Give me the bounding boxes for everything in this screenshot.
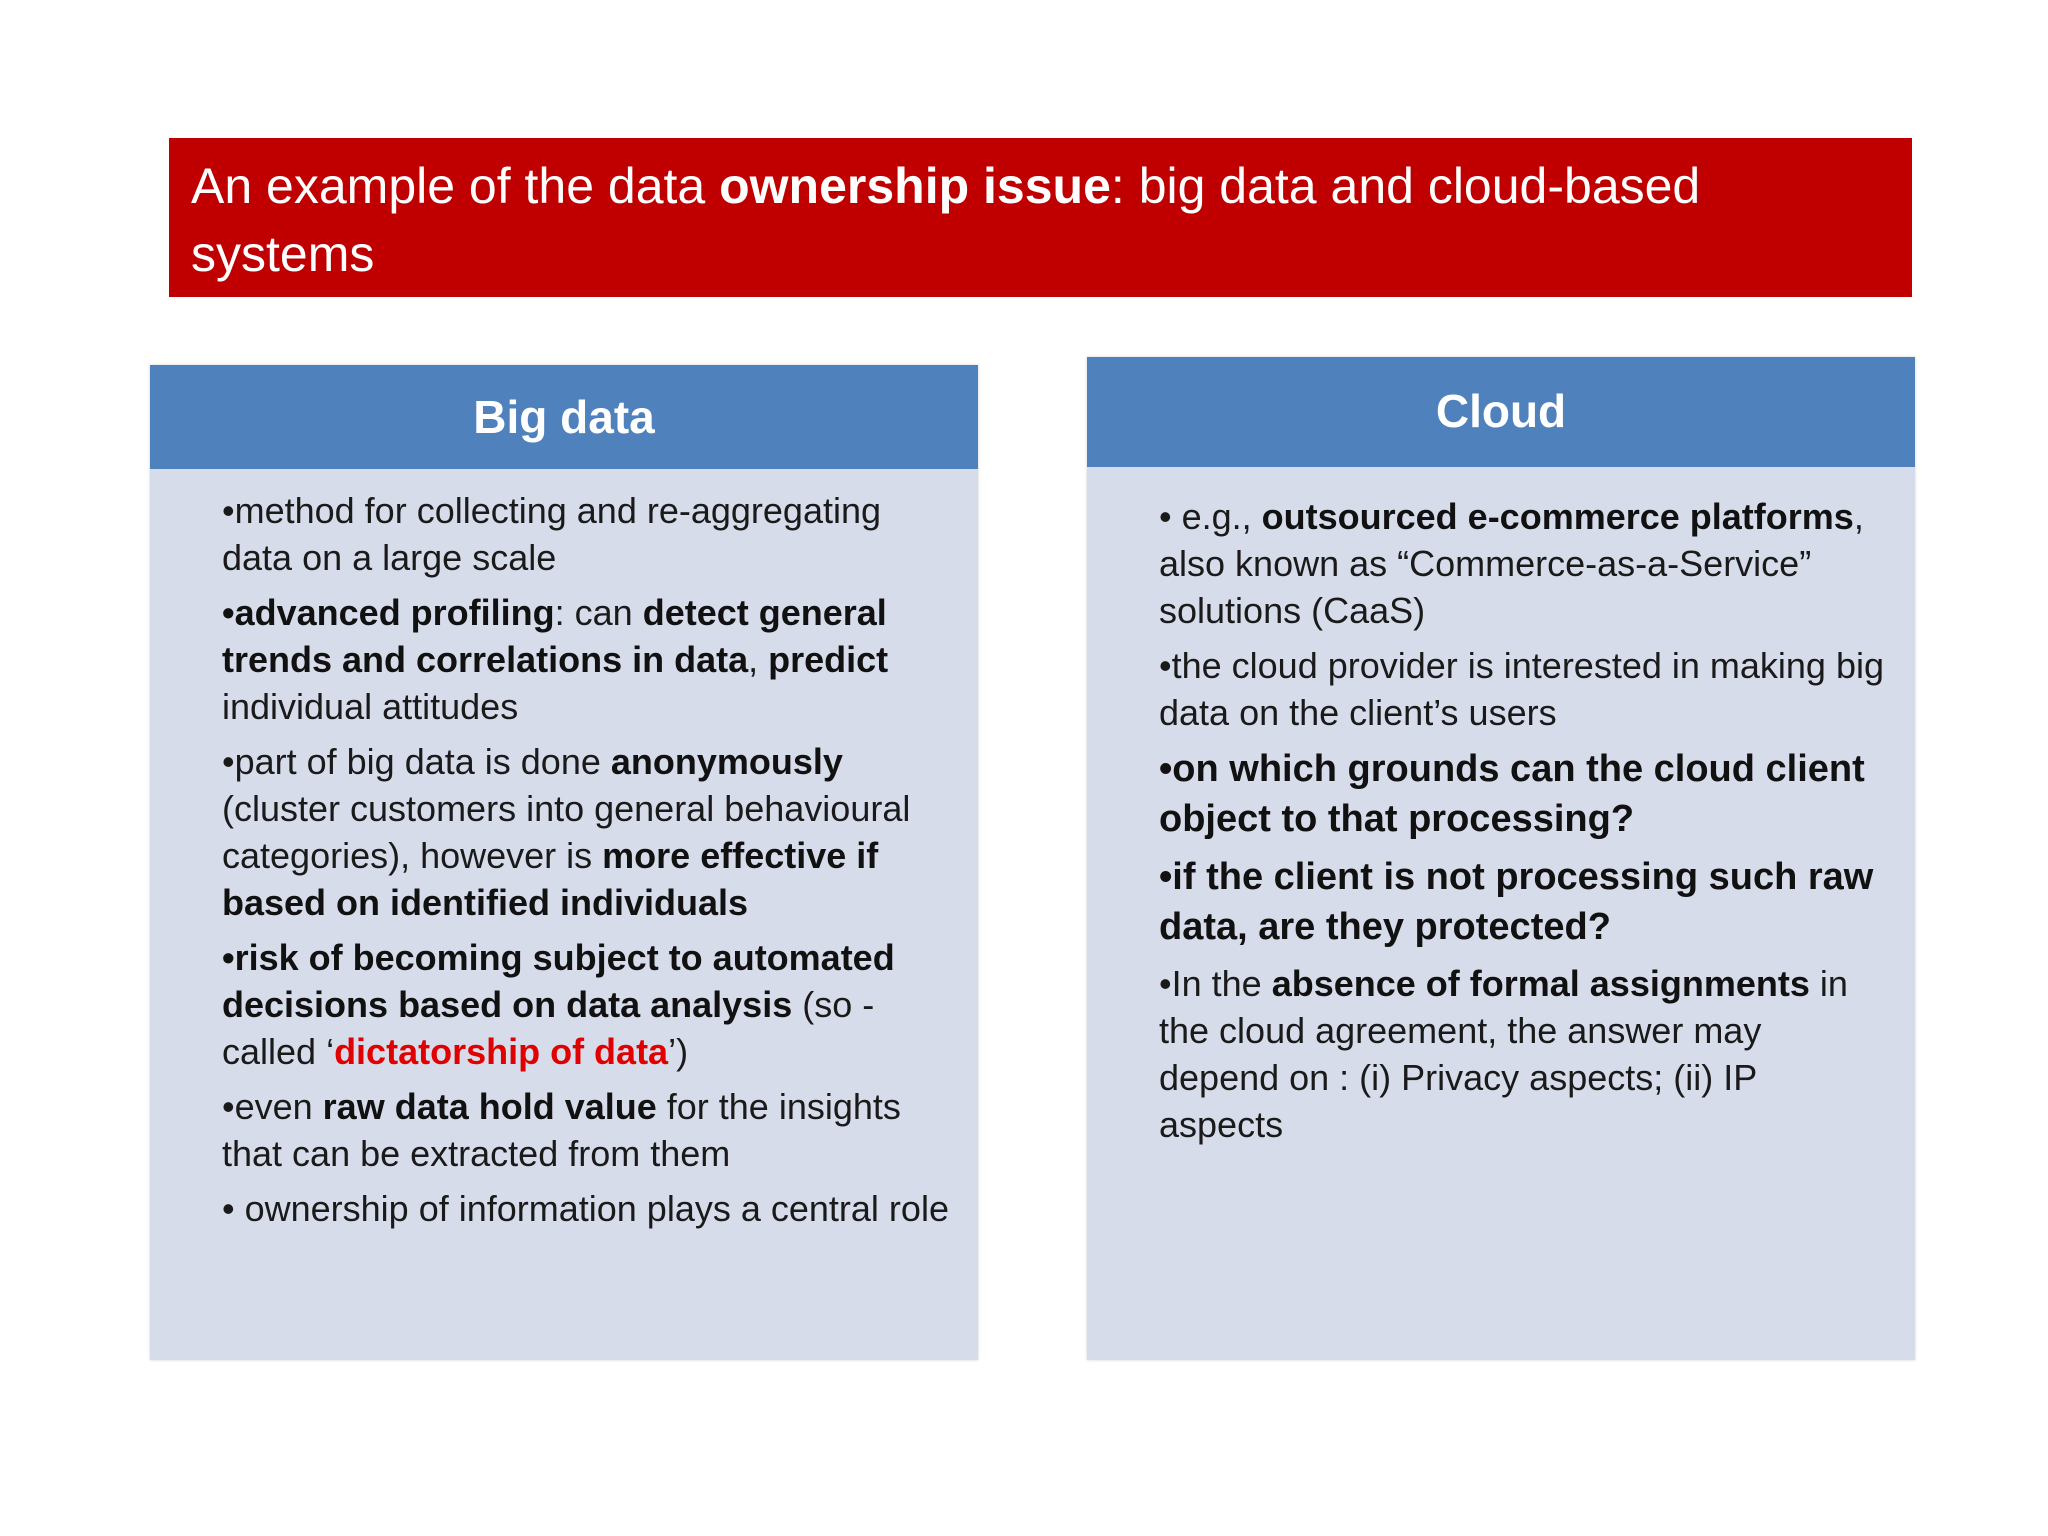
- big-data-bullet-5: [222, 1083, 958, 1177]
- title-bold: ownership issue: [719, 158, 1111, 214]
- bullet-text: individual attitudes: [222, 686, 519, 727]
- title-text-1: An example of the data: [191, 158, 720, 214]
- big-data-bullet-1: •method for collecting and re-aggregating data on a large scale: [222, 490, 882, 578]
- title-text-2: : big data and cloud-based systems: [191, 158, 1701, 282]
- bullet-text: (cluster customers into general behavioural categories), however is: [222, 788, 911, 876]
- cloud-bullet-1: [1159, 493, 1887, 634]
- big-data-panel: [150, 365, 978, 1360]
- bullet-bold: •if the client is not processing such raw data, are they protected?: [1159, 856, 1874, 948]
- big-data-bullet-2: [222, 589, 958, 730]
- bullet-text: , also known as “Commerce-as-a-Service” solutions (CaaS): [1159, 496, 1864, 631]
- bullet-bold: •on which grounds can the cloud client object to that processing?: [1159, 748, 1865, 840]
- bullet-text: (so -called ‘: [222, 984, 875, 1072]
- bullet-text: •In the: [1159, 963, 1272, 1004]
- big-data-bullet-3: [222, 738, 958, 926]
- cloud-panel: [1087, 357, 1915, 1360]
- bullet-text: ’): [668, 1031, 689, 1072]
- bullet-text: • e.g.,: [1159, 496, 1262, 537]
- bullet-text: •part of big data is done: [222, 741, 611, 782]
- bullet-bold: raw data hold value: [322, 1086, 657, 1127]
- bullet-bold: more effective if based on identified individuals: [222, 835, 879, 923]
- big-data-bullet-6: • ownership of information plays a central role: [222, 1188, 949, 1229]
- cloud-bullet-2: •the cloud provider is interested in making big data on the client’s users: [1159, 645, 1884, 733]
- big-data-bullet-4: [222, 934, 958, 1075]
- bullet-bold: predict: [768, 639, 889, 680]
- cloud-bullet-3: [1159, 744, 1887, 844]
- bullet-text: ,: [748, 639, 769, 680]
- cloud-body: [1087, 467, 1915, 1148]
- bullet-bold: absence of formal assignments: [1271, 963, 1810, 1004]
- bullet-bold: •risk of becoming subject to automated decisions based on data analysis: [222, 937, 895, 1025]
- bullet-bold: •advanced profiling: [222, 592, 555, 633]
- bullet-text: in the cloud agreement, the answer may depend on : (i) Privacy aspects; (ii) IP aspects: [1159, 963, 1848, 1145]
- bullet-text: for the insights that can be extracted from them: [222, 1086, 901, 1174]
- bullet-bold: outsourced e-commerce platforms: [1261, 496, 1854, 537]
- big-data-heading: Big data: [150, 365, 978, 469]
- big-data-body: [150, 469, 978, 1232]
- cloud-bullet-4: [1159, 852, 1887, 952]
- bullet-bold: detect general trends and correlations in data: [222, 592, 887, 680]
- dictatorship-of-data-highlight: dictatorship of data: [334, 1031, 669, 1072]
- slide-title: [169, 138, 1912, 297]
- bullet-bold: anonymously: [610, 741, 843, 782]
- cloud-heading: Cloud: [1087, 357, 1915, 467]
- cloud-bullet-5: [1159, 960, 1887, 1148]
- bullet-text: •even: [222, 1086, 323, 1127]
- bullet-text: : can: [554, 592, 643, 633]
